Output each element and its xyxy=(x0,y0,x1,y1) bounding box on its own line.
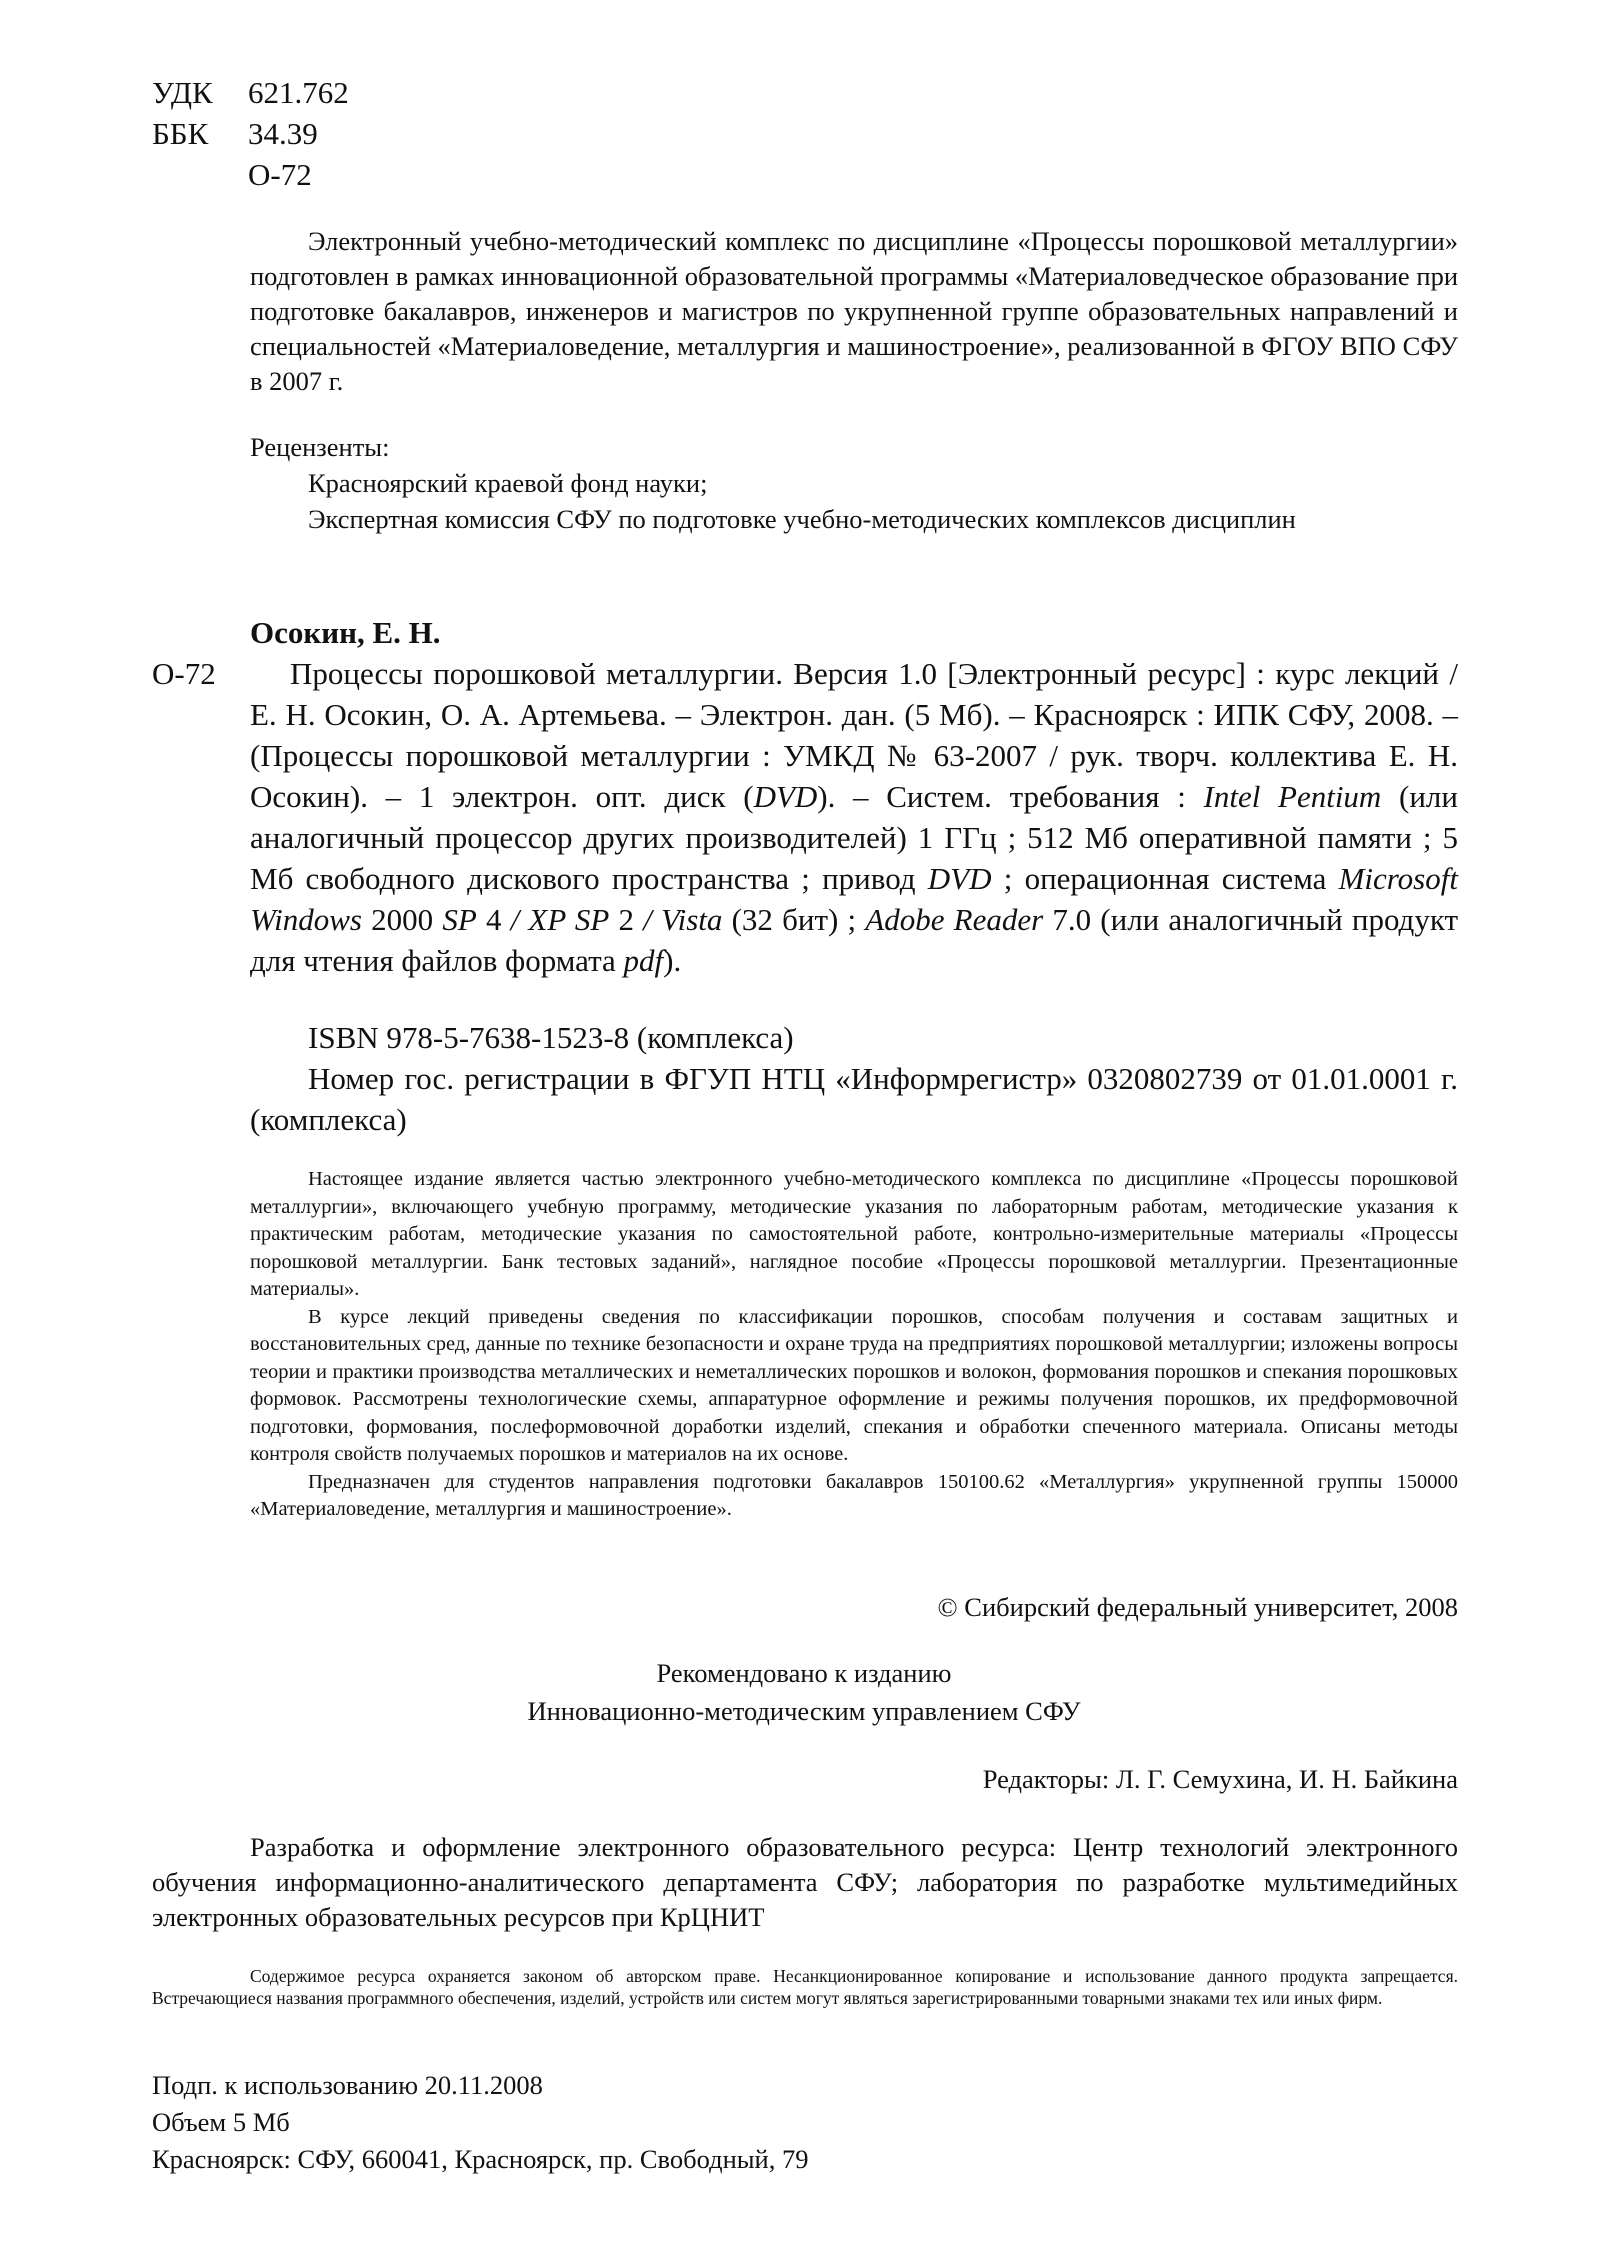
isbn: ISBN 978-5-7638-1523-8 (комплекса) xyxy=(308,1020,794,1055)
udk-label: УДК xyxy=(152,75,213,110)
intro-paragraph: Электронный учебно-методический комплекс по дисциплине «Процессы порошковой металлургии» подготовлен в рамках инновационной образовательной программы «Материаловедческое образование при подготовке бакалавров, инженеров и магистров по укрупненной группе образовательных направлений и специальностей «Материаловедение, металлургия и машиностроение», реализованной в ФГОУ ВПО СФУ в 2007 г. xyxy=(250,226,1458,396)
registration-number: Номер гос. регистрации в ФГУП НТЦ «Информрегистр» 0320802739 от 01.01.0001 г. (комплекса) xyxy=(250,1061,1458,1137)
reviewer-item: Красноярский краевой фонд науки; xyxy=(308,468,708,498)
imprint-line: Объем 5 Мб xyxy=(152,2107,290,2137)
imprint-line: Подп. к использованию 20.11.2008 xyxy=(152,2070,543,2100)
annotation-paragraph: В курсе лекций приведены сведения по классификации порошков, способам получения и составам защитных и восстановительных сред, данные по технике безопасности и охране труда на предприятиях порошковой металлургии; изложены вопросы теории и практики производства металлических и неметаллических порошков и волокон, формования порошков и спекания порошковых формовок. Рассмотрены технологические схемы, аппаратурное оформление и режимы получения порошков, их предформовочной подготовки, формования, послеформовочной доработки изделий, спекания и обработки спеченного материала. Описаны методы контроля свойств получаемых порошков и материалов на их основе. xyxy=(250,1305,1458,1465)
dvd-italic: DVD xyxy=(753,779,818,814)
annotation-paragraph: Предназначен для студентов направления подготовки бакалавров 150100.62 «Металлургия» укрупненной группы 150000 «Материаловедение, металлургия и машиностроение». xyxy=(250,1470,1458,1520)
reviewer-item: Экспертная комиссия СФУ по подготовке учебно-методических комплексов дисциплин xyxy=(308,504,1296,534)
author-mark-row xyxy=(152,154,349,195)
bib-mark: О-72 xyxy=(152,656,216,691)
bbk-value: 34.39 xyxy=(248,116,318,151)
bib-description: Процессы порошковой металлургии. Версия 1.0 [Электронный ресурс] : курс лекций / Е. Н. Осокин, О. А. Артемьева. – Электрон. дан. (5 Мб). – Красноярск : ИПК СФУ, 2008. – (Процессы порошковой металлургии : УМКД № 63-2007 / рук. творч. коллектива Е. Н. Осокин). – 1 электрон. опт. диск (DVD). – Систем. требования : Intel Pentium (или аналогичный процессор других производителей) 1 ГГц ; 512 Мб оперативной памяти ; 5 Мб свободного дискового пространства ; привод DVD ; операционная система Microsoft Windows 2000 SP 4 / XP SP 2 / Vista (32 бит) ; Adobe Reader 7.0 (или аналогичный продукт для чтения файлов формата pdf). xyxy=(250,656,1459,978)
editors: Редакторы: Л. Г. Семухина, И. Н. Байкина xyxy=(982,1764,1458,1794)
bbk-row xyxy=(152,113,349,154)
reviewers-heading: Рецензенты: xyxy=(250,432,390,462)
udk-value: 621.762 xyxy=(248,75,349,110)
author-name: Осокин, Е. Н. xyxy=(250,615,441,650)
recommended-line: Рекомендовано к изданию xyxy=(656,1658,952,1688)
development-credits: Разработка и оформление электронного образовательного ресурса: Центр технологий электронного обучения информационно-аналитического департамента СФУ; лаборатория по разработке мультимедийных электронных образовательных ресурсов при КрЦНИТ xyxy=(152,1832,1458,1932)
annotation xyxy=(250,1166,1458,1524)
copyright: © Сибирский федеральный университет, 2008 xyxy=(937,1592,1458,1622)
imprint-line: Красноярск: СФУ, 660041, Красноярск, пр. Свободный, 79 xyxy=(152,2144,809,2174)
imprint xyxy=(152,2068,808,2177)
author-mark: О-72 xyxy=(248,157,312,192)
annotation-paragraph: Настоящее издание является частью электронного учебно-методического комплекса по дисциплине «Процессы порошковой металлургии», включающего учебную программу, методические указания по лабораторным работам, методические указания к практическим работам, методические указания по самостоятельной работе, контрольно-измерительные материалы «Процессы порошковой металлургии. Банк тестовых заданий», наглядное пособие «Процессы порошковой металлургии. Презентационные материалы». xyxy=(250,1168,1458,1300)
classification-codes xyxy=(152,72,349,195)
recommended-line: Инновационно-методическим управлением СФУ xyxy=(527,1696,1081,1726)
legal-notice: Содержимое ресурса охраняется законом об авторском праве. Несанкционированное копирование и использование данного продукта запрещается. Встречающиеся названия программного обеспечения, изделий, устройств или систем могут являться зарегистрированными товарными знаками тех или иных фирм. xyxy=(152,1966,1458,2008)
udk-row xyxy=(152,72,349,113)
bbk-label: ББК xyxy=(152,116,209,151)
bib-author xyxy=(250,612,441,653)
